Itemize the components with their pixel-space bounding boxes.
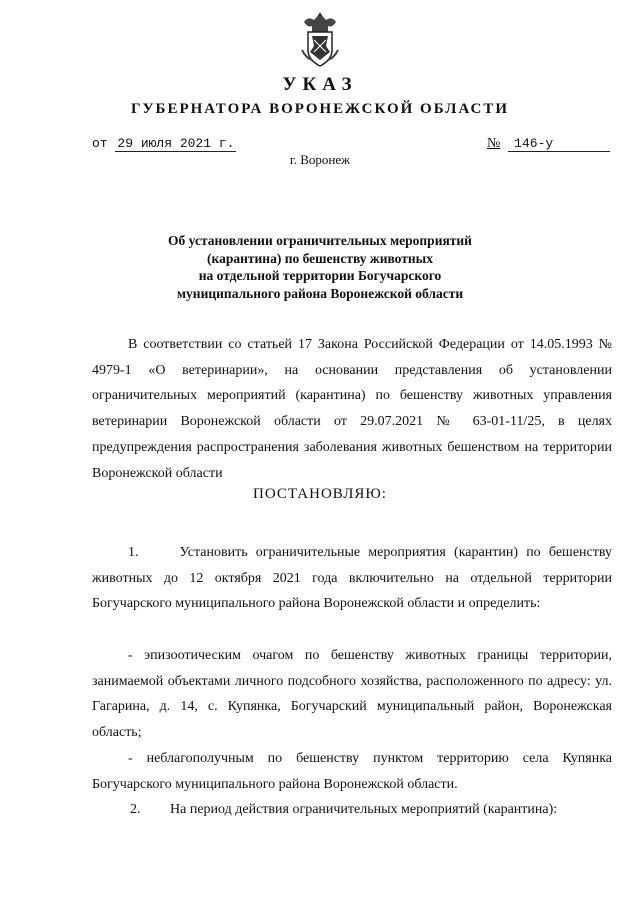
date-line [92, 136, 236, 152]
issuer-heading: ГУБЕРНАТОРА ВОРОНЕЖСКОЙ ОБЛАСТИ [130, 101, 510, 117]
title-line: муниципального района Воронежской области [176, 285, 464, 301]
item-2-number: 2. [130, 802, 141, 817]
title-line: на отдельной территории Богучарского [198, 268, 442, 283]
item-1b-paragraph: - неблагополучным по бешенству пунктом территорию села Купянка Богучарского муниципального района Воронежской области. [92, 751, 612, 792]
city-label: г. Воронеж [289, 152, 351, 167]
coat-of-arms-emblem [296, 10, 344, 70]
item-1a-paragraph: - эпизоотическим очагом по бешенству животных границы территории, занимаемой объектами личного подсобного хозяйства, расположенного по адресу: ул. Гагарина, д. 14, с. Купянка, Богучарский муниципальный район, Воронежская область; [92, 648, 612, 741]
resolve-heading: ПОСТАНОВЛЯЮ: [253, 486, 387, 502]
number-line [487, 136, 613, 152]
item-1-paragraph: 1. Установить ограничительные мероприятия (карантин) по бешенству животных до 12 октября 2021 года включительно на отдельной территории Богучарского муниципального района Воронежской области и определить: [92, 545, 616, 612]
document-type-heading: УКАЗ [282, 74, 358, 95]
number-value: 146-у [508, 136, 610, 152]
document-title [150, 232, 490, 302]
date-value: 29 июля 2021 г. [117, 136, 235, 151]
item-2-text: На период действия ограничительных мероприятий (карантина): [170, 802, 558, 817]
title-line: Об установлении ограничительных мероприятий [168, 233, 472, 248]
title-line: (карантина) по бешенству животных [207, 250, 433, 266]
item-2-paragraph [130, 797, 610, 823]
number-prefix: № [487, 136, 501, 151]
date-prefix: от [92, 136, 108, 151]
preamble-paragraph: В соответствии со статьей 17 Закона Российской Федерации от 14.05.1993 № 4979-1 «О ветеринарии», на основании представления об установлении ограничительных мероприятий (карантина) по бешенству животных управления ветеринарии Воронежской области от 29.07.2021 № 63-01-11/25, в целях предупреждения распространения заболевания животных бешенством на территории Воронежской области [92, 337, 612, 481]
